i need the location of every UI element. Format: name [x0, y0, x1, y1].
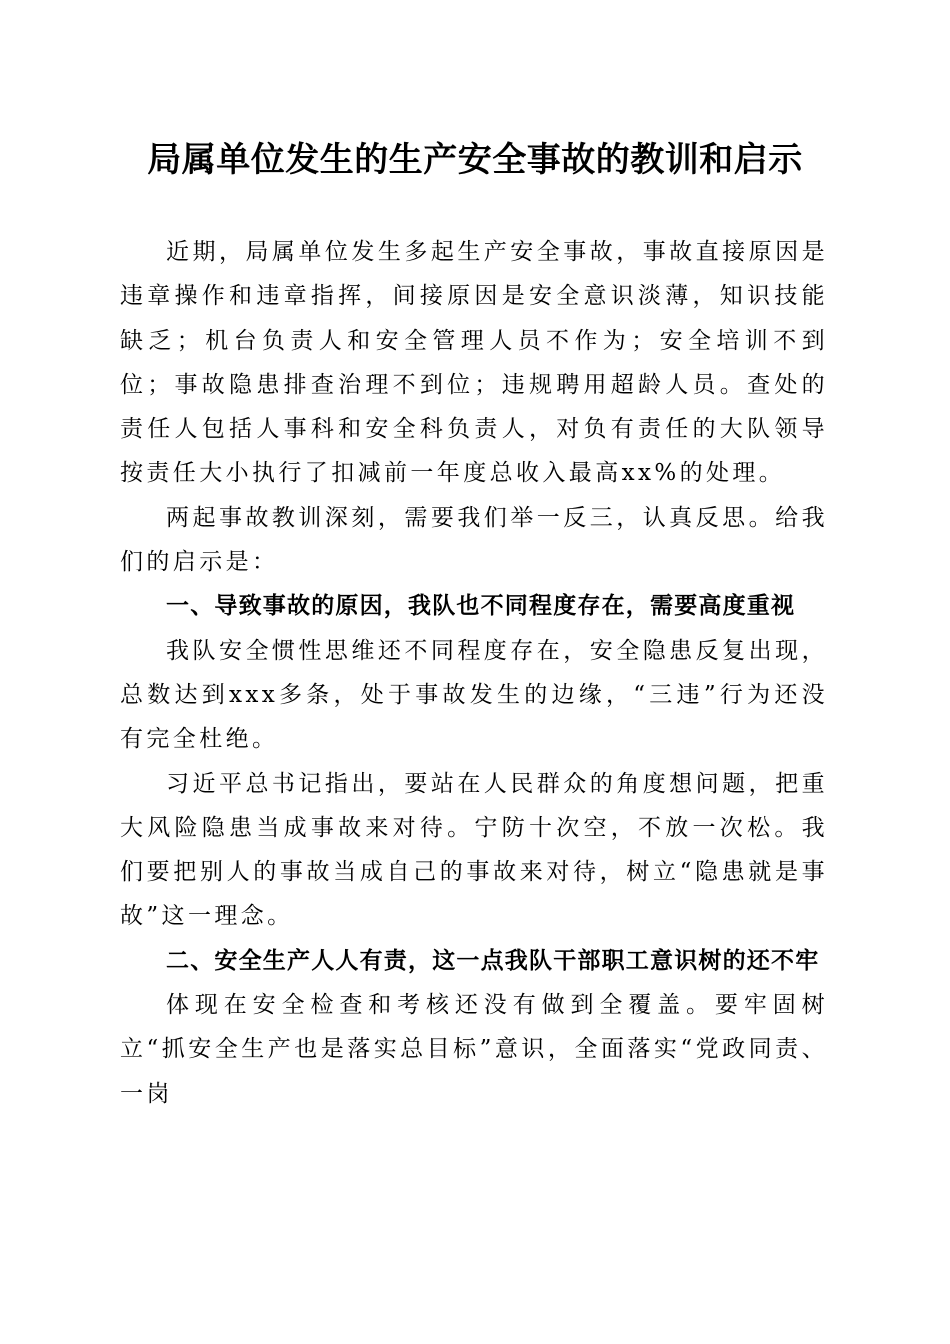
paragraph-section-1a: 我队安全惯性思维还不同程度存在，安全隐患反复出现，总数达到xxx多条，处于事故发生的边缘，“三违”行为还没有完全杜绝。	[120, 637, 828, 753]
paragraph-section-1b: 习近平总书记指出，要站在人民群众的角度想问题，把重大风险隐患当成事故来对待。宁防十次空，不放一次松。我们要把别人的事故当成自己的事故来对待，树立“隐患就是事故”这一理念。	[120, 770, 828, 930]
section-heading-1: 一、导致事故的原因，我队也不同程度存在，需要高度重视	[166, 593, 796, 620]
paragraph-section-2a: 体现在安全检查和考核还没有做到全覆盖。要牢固树立“抓安全生产也是落实总目标”意识，全面落实“党政同责、一岗	[120, 992, 828, 1107]
document-title: 局属单位发生的生产安全事故的教训和启示	[147, 140, 803, 180]
document-body	[120, 230, 828, 1116]
paragraph-intro: 近期，局属单位发生多起生产安全事故，事故直接原因是违章操作和违章指挥，间接原因是安全意识淡薄，知识技能缺乏；机台负责人和安全管理人员不作为；安全培训不到位；事故隐患排查治理不到位；违规聘用超龄人员。查处的责任人包括人事科和安全科负责人，对负有责任的大队领导按责任大小执行了扣减前一年度总收入最高xx%的处理。	[120, 239, 828, 487]
section-heading-2: 二、安全生产人人有责，这一点我队干部职工意识树的还不牢	[166, 947, 820, 974]
paragraph-lessons-lead: 两起事故教训深刻，需要我们举一反三，认真反思。给我们的启示是：	[120, 504, 828, 576]
